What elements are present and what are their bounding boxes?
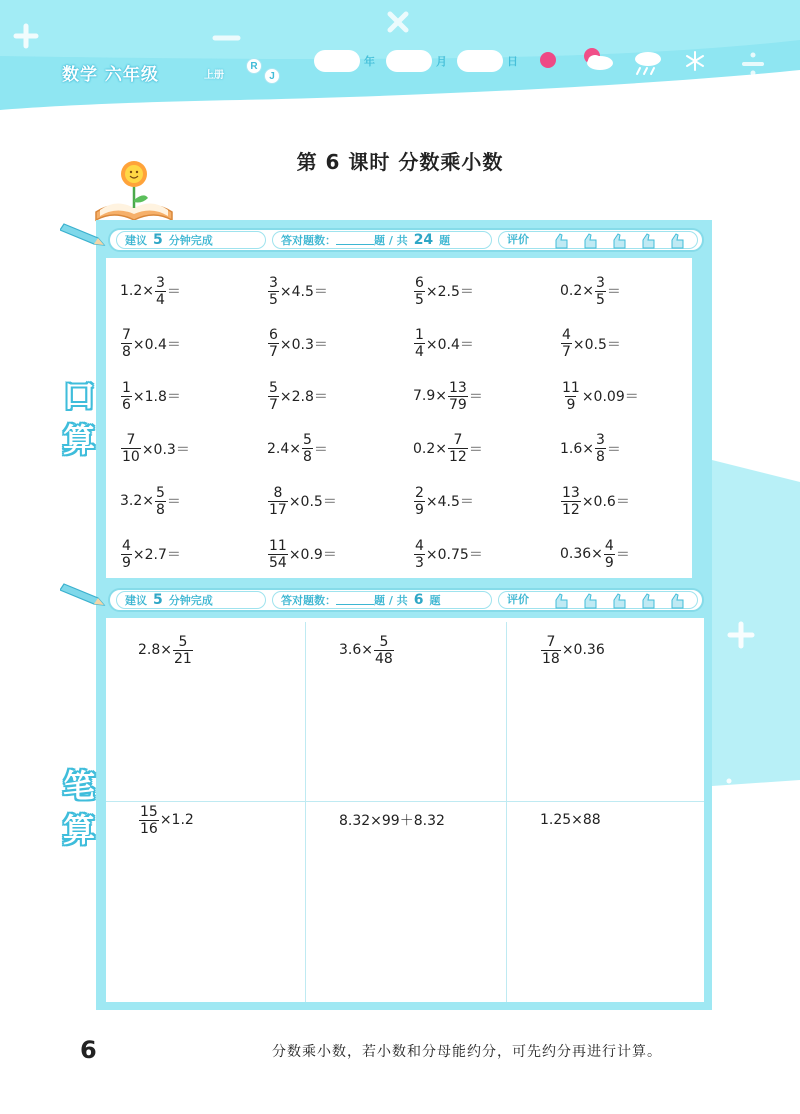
expression-text: ×0.3＝ xyxy=(279,336,328,353)
oral-score-field: 答对题数： 题 / 共 24 题 xyxy=(272,231,492,249)
expression-text: ×2.8＝ xyxy=(279,389,328,406)
year-field[interactable] xyxy=(314,50,360,72)
written-correct-count-blank[interactable] xyxy=(336,593,374,605)
expression-text: 7.9× xyxy=(413,388,447,405)
fraction-numerator: 4 xyxy=(604,537,614,554)
thumbs-up-rating-icon[interactable] xyxy=(550,232,690,250)
oral-side-label-kou: 口 xyxy=(62,377,95,415)
fraction-denominator: 4 xyxy=(156,291,165,308)
written-grid-divider xyxy=(506,622,507,1002)
fraction-numerator: 5 xyxy=(178,633,188,650)
expression-text: 0.2× xyxy=(560,283,594,299)
fraction xyxy=(561,486,581,517)
fraction xyxy=(561,381,581,412)
oral-side-label-suan: 算 xyxy=(62,421,95,459)
math-problem xyxy=(560,376,639,416)
fraction xyxy=(541,635,561,666)
fraction xyxy=(121,381,132,412)
fraction xyxy=(448,433,468,464)
expression-text: 1.2× xyxy=(120,283,154,299)
written-side-label-suan: 算 xyxy=(62,811,95,849)
footer-tip: 分数乘小数，若小数和分母能约分，可先约分再进行计算。 xyxy=(272,1044,662,1060)
fraction-denominator: 9 xyxy=(566,396,576,413)
fraction-numerator: 5 xyxy=(269,379,278,396)
expression-text: ×0.75＝ xyxy=(425,547,483,563)
fraction xyxy=(139,805,159,836)
fraction xyxy=(268,381,279,412)
expression-text: ×0.3＝ xyxy=(141,441,190,458)
fraction-denominator: 5 xyxy=(596,291,605,308)
pencil-icon xyxy=(60,578,112,608)
expression-text: ×0.6＝ xyxy=(581,494,630,511)
fraction-denominator: 8 xyxy=(122,344,131,361)
fraction-numerator: 7 xyxy=(453,432,463,449)
math-problem xyxy=(560,429,621,469)
math-problem xyxy=(413,481,474,521)
fraction-numerator: 4 xyxy=(562,327,571,344)
fraction-numerator: 7 xyxy=(546,633,556,650)
fraction-denominator: 17 xyxy=(269,501,287,518)
expression-text: ×0.5＝ xyxy=(572,336,621,353)
expression-text: 2.8× xyxy=(138,642,172,658)
page-number: 6 xyxy=(80,1036,97,1064)
snow-icon[interactable] xyxy=(684,50,706,72)
expression-text: 1.25×88 xyxy=(540,812,601,828)
fraction xyxy=(121,328,132,359)
month-field[interactable] xyxy=(386,50,432,72)
book-volume: 上册 xyxy=(204,70,224,81)
oral-rating: 评价 xyxy=(498,231,698,249)
fraction xyxy=(155,276,166,307)
fraction-denominator: 9 xyxy=(415,501,424,518)
expression-text: ＝ xyxy=(615,547,630,563)
fraction xyxy=(268,539,288,570)
math-problem xyxy=(267,429,328,469)
fraction-numerator: 2 xyxy=(415,484,424,501)
math-problem xyxy=(120,481,181,521)
fraction xyxy=(268,276,279,307)
fraction-numerator: 4 xyxy=(122,537,131,554)
math-problem xyxy=(120,534,181,574)
math-problem xyxy=(120,376,181,416)
fraction-denominator: 3 xyxy=(415,554,424,571)
expression-text: ×1.2 xyxy=(159,812,194,828)
fraction xyxy=(173,635,193,666)
fraction-numerator: 13 xyxy=(449,379,467,396)
fraction-denominator: 12 xyxy=(449,449,467,466)
fraction-numerator: 7 xyxy=(126,432,136,449)
fraction-numerator: 3 xyxy=(596,274,605,291)
year-label: 年 xyxy=(364,55,375,68)
expression-text: ×0.36 xyxy=(561,642,605,658)
oral-correct-count-blank[interactable] xyxy=(336,233,374,245)
math-problem xyxy=(560,271,621,311)
math-problem xyxy=(413,271,474,311)
expression-text: ×2.5＝ xyxy=(425,284,474,300)
fraction xyxy=(414,486,425,517)
expression-text: ×2.7＝ xyxy=(132,547,181,563)
math-problem xyxy=(560,481,630,521)
lesson-title: 第 6 课时 分数乘小数 xyxy=(296,150,504,174)
expression-text: ×0.4＝ xyxy=(425,336,474,353)
math-problem xyxy=(413,534,483,574)
edition-badge-r: R xyxy=(246,58,262,74)
thumbs-up-rating-icon[interactable] xyxy=(550,592,690,610)
day-field[interactable] xyxy=(457,50,503,72)
expression-text: 3.2× xyxy=(120,493,154,510)
expression-text: ×4.5＝ xyxy=(279,284,328,300)
math-problem xyxy=(413,429,483,469)
fraction xyxy=(414,539,425,570)
expression-text: ＝ xyxy=(313,441,328,458)
expression-text: ＝ xyxy=(606,284,621,300)
fraction xyxy=(561,328,572,359)
math-problem xyxy=(120,324,181,364)
fraction-denominator: 9 xyxy=(604,554,614,571)
pencil-icon xyxy=(60,218,112,248)
expression-text: 8.32×99＋8.32 xyxy=(339,813,445,829)
fraction xyxy=(595,276,606,307)
written-side-label-bi: 笔 xyxy=(62,767,95,805)
fraction xyxy=(155,486,166,517)
math-problem xyxy=(138,630,194,670)
math-problem xyxy=(267,324,328,364)
fraction xyxy=(595,433,606,464)
fraction-denominator: 10 xyxy=(122,449,140,466)
math-problem xyxy=(560,324,621,364)
fraction-denominator: 8 xyxy=(596,449,605,466)
expression-text: ×0.9＝ xyxy=(288,547,337,563)
fraction-denominator: 9 xyxy=(122,554,131,571)
fraction-denominator: 18 xyxy=(542,650,560,667)
fraction-denominator: 8 xyxy=(156,501,165,518)
fraction-numerator: 1 xyxy=(122,379,131,396)
fraction xyxy=(121,433,141,464)
math-problem xyxy=(138,800,194,840)
fraction-numerator: 13 xyxy=(562,484,580,501)
fraction xyxy=(604,539,615,570)
sunny-icon[interactable] xyxy=(538,50,558,70)
fraction-numerator: 5 xyxy=(156,484,165,501)
oral-time-suggestion: 建议 5 分钟完成 xyxy=(116,231,266,249)
expression-text: ×0.5＝ xyxy=(288,494,337,511)
expression-text: ＝ xyxy=(166,284,181,300)
expression-text: 1.6× xyxy=(560,440,594,457)
expression-text: ×0.4＝ xyxy=(132,336,181,353)
fraction-denominator: 5 xyxy=(269,291,278,308)
fraction-numerator: 6 xyxy=(269,327,278,344)
expression-text: ×0.09＝ xyxy=(581,389,639,406)
fraction-numerator: 6 xyxy=(415,274,424,291)
fraction-numerator: 1 xyxy=(415,327,424,344)
cloudy-icon[interactable] xyxy=(580,46,614,72)
fraction-denominator: 6 xyxy=(122,396,131,413)
math-problem xyxy=(413,376,483,416)
fraction-denominator: 7 xyxy=(269,344,278,361)
fraction xyxy=(268,486,288,517)
fraction xyxy=(414,276,425,307)
fraction-denominator: 21 xyxy=(174,650,192,667)
math-problem xyxy=(120,271,181,311)
written-time-suggestion: 建议 5 分钟完成 xyxy=(116,591,266,609)
fraction-numerator: 3 xyxy=(269,274,278,291)
expression-text: 3.6× xyxy=(339,642,373,658)
fraction-numerator: 8 xyxy=(273,484,283,501)
math-problem xyxy=(413,324,474,364)
expression-text: ＝ xyxy=(468,389,483,406)
month-label: 月 xyxy=(436,55,447,68)
fraction xyxy=(121,539,132,570)
math-problem xyxy=(560,534,630,574)
fraction-denominator: 8 xyxy=(303,449,312,466)
fraction-denominator: 48 xyxy=(375,650,393,667)
fraction-denominator: 7 xyxy=(562,344,571,361)
rainy-icon[interactable] xyxy=(632,50,662,76)
fraction-numerator: 5 xyxy=(303,432,312,449)
expression-text: 0.36× xyxy=(560,546,603,562)
fraction-denominator: 4 xyxy=(415,344,424,361)
oral-info-bar xyxy=(108,228,704,252)
fraction-numerator: 5 xyxy=(379,633,389,650)
fraction xyxy=(374,635,394,666)
edition-badge-j: J xyxy=(264,68,280,84)
math-problem xyxy=(267,481,337,521)
written-info-bar xyxy=(108,588,704,612)
fraction xyxy=(448,381,468,412)
math-problem xyxy=(267,534,337,574)
fraction-numerator: 3 xyxy=(596,432,605,449)
fraction xyxy=(302,433,313,464)
expression-text: ＝ xyxy=(468,441,483,458)
math-problem xyxy=(339,630,395,670)
math-problem xyxy=(540,630,605,670)
expression-text: ×1.8＝ xyxy=(132,389,181,406)
written-grid-divider xyxy=(305,622,306,1002)
fraction-denominator: 79 xyxy=(449,396,467,413)
fraction-denominator: 5 xyxy=(415,291,424,308)
math-problem xyxy=(120,429,190,469)
math-problem xyxy=(267,376,328,416)
written-score-field: 答对题数： 题 / 共 6 题 xyxy=(272,591,492,609)
fraction xyxy=(414,328,425,359)
math-problem xyxy=(267,271,328,311)
fraction-numerator: 7 xyxy=(122,327,131,344)
expression-text: ＝ xyxy=(166,494,181,511)
expression-text: ×4.5＝ xyxy=(425,494,474,511)
fraction-denominator: 16 xyxy=(140,820,158,837)
fraction-numerator: 11 xyxy=(562,379,580,396)
expression-text: ＝ xyxy=(606,441,621,458)
math-problem xyxy=(540,800,601,840)
fraction-numerator: 4 xyxy=(415,537,424,554)
written-rating: 评价 xyxy=(498,591,698,609)
math-problem xyxy=(339,800,445,840)
book-flower-icon xyxy=(92,154,176,224)
expression-text: 2.4× xyxy=(267,440,301,457)
day-label: 日 xyxy=(507,55,518,68)
book-title: 数学 六年级 xyxy=(62,65,159,85)
fraction-denominator: 54 xyxy=(269,554,287,571)
expression-text: 0.2× xyxy=(413,440,447,457)
fraction-numerator: 11 xyxy=(269,537,287,554)
fraction-numerator: 15 xyxy=(140,803,158,820)
fraction-numerator: 3 xyxy=(156,274,165,291)
fraction-denominator: 7 xyxy=(269,396,278,413)
fraction-denominator: 12 xyxy=(562,501,580,518)
fraction xyxy=(268,328,279,359)
